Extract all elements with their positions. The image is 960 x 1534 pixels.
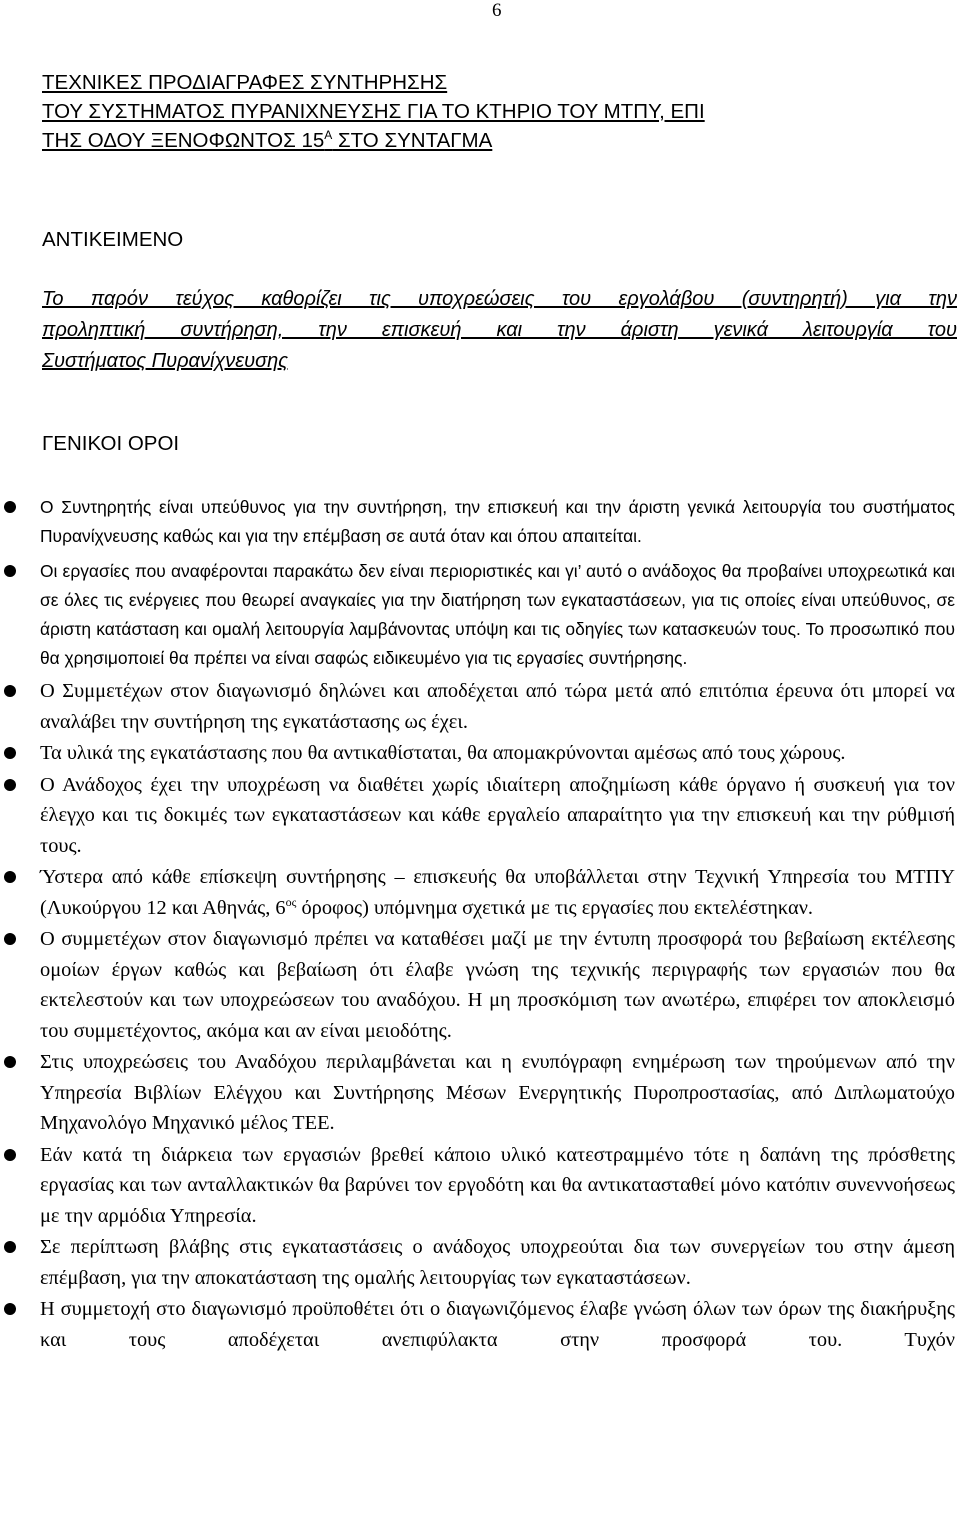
list-item-text: Ο Συμμετέχων στον διαγωνισμό δηλώνει και αποδέχεται από τώρα μετά από επιτόπια έρευνα ότι μπορεί να αναλάβει την συντήρηση της εγκατάστασης ως έχει. xyxy=(40,680,955,733)
title-line-2: ΤΟΥ ΣΥΣΤΗΜΑΤΟΣ ΠΥΡΑΝΙΧΝΕΥΣΗΣ ΓΙΑ ΤΟ ΚΤΗΡΙΟ ΤΟΥ ΜΤΠΥ, ΕΠΙ xyxy=(42,100,705,123)
list-item xyxy=(0,738,955,769)
bullet-icon xyxy=(4,933,16,945)
subject-line-1: Το παρόν τεύχος καθορίζει τις υποχρεώσεις του εργολάβου (συντηρητή) για την xyxy=(42,288,957,310)
bullet-icon xyxy=(4,747,16,759)
bullet-icon xyxy=(4,1241,16,1253)
list-item xyxy=(0,1140,955,1232)
subject-heading: ΑΝΤΙΚΕΙΜΕΝΟ xyxy=(42,228,184,251)
bullet-icon xyxy=(4,1149,16,1161)
bullet-icon xyxy=(4,1056,16,1068)
subject-line-3: Συστήματος Πυρανίχνευσης xyxy=(42,350,288,372)
list-item-text: Τα υλικά της εγκατάστασης που θα αντικαθίσταται, θα απομακρύνονται αμέσως από τους χώρους. xyxy=(40,742,846,764)
title-line-3-end: ΣΤΟ ΣΥΝΤΑΓΜΑ xyxy=(332,129,493,152)
bullet-icon xyxy=(4,685,16,697)
item-text-part: όροφος) υπόμνημα σχετικά με τις εργασίες που εκτελέστηκαν. xyxy=(296,896,814,919)
list-item-text: Οι εργασίες που αναφέρονται παρακάτω δεν είναι περιοριστικές και γι’ αυτό ο ανάδοχος θα προβαίνει υποχρεωτικά και σε όλες τις ενέργειες που θεωρεί αναγκαίες για την διατήρηση των εγκαταστάσεων, για τις οποίες είναι υπεύθυνος, σε άριστη κατάσταση και ομαλή λειτουργία λαμβάνοντας υπόψη και τις οδηγίες των κατασκευών τους. Το προσωπικό που θα χρησιμοποιεί θα πρέπει να είναι σαφώς ειδικευμένο για τις εργασίες συντήρησης. xyxy=(40,561,955,668)
title-line-3 xyxy=(42,126,942,155)
list-item xyxy=(0,862,955,923)
list-item xyxy=(0,676,955,737)
list-item xyxy=(0,557,955,673)
list-item xyxy=(0,1047,955,1139)
item-text-part: Ύστερα από κάθε επίσκεψη συντήρησης – επισκευής θα υποβάλλεται στην Τεχνική Υπηρεσία του ΜΤΠΥ (Λυκούργου 12 και Αθηνάς, 6 xyxy=(40,866,955,919)
ordinal-superscript: ος xyxy=(285,894,297,909)
list-item xyxy=(0,924,955,1046)
bullet-icon xyxy=(4,871,16,883)
list-item-text: Εάν κατά τη διάρκεια των εργασιών βρεθεί κάποιο υλικό κατεστραμμένο τότε η δαπάνη της πρόσθετης εργασίας και των ανταλλακτικών θα βαρύνει τον εργοδότη και θα αντικατασταθεί μόνο κατόπιν συνεννοήσεως με την αρμόδια Υπηρεσία. xyxy=(40,1143,955,1227)
document-title xyxy=(42,68,942,155)
page-number: 6 xyxy=(492,0,502,21)
list-item xyxy=(0,1294,955,1355)
list-item xyxy=(0,493,955,551)
bullet-icon xyxy=(4,779,16,791)
bullet-icon xyxy=(4,501,16,513)
bullet-icon xyxy=(4,565,16,577)
title-superscript: Α xyxy=(324,128,333,143)
list-item-text: Ο Ανάδοχος έχει την υποχρέωση να διαθέτει χωρίς ιδιαίτερη αποζημίωση κάθε όργανο ή συσκευή για τον έλεγχο και τις δοκιμές των εγκαταστάσεων και κάθε εργαλείο απαραίτητο για την επισκευή και την ρύθμισή τους. xyxy=(40,773,955,857)
title-line-1: ΤΕΧΝΙΚΕΣ ΠΡΟΔΙΑΓΡΑΦΕΣ ΣΥΝΤΗΡΗΣΗΣ xyxy=(42,71,448,94)
list-item xyxy=(0,770,955,862)
list-item-text: Ο Συντηρητής είναι υπεύθυνος για την συντήρηση, την επισκευή και την άριστη γενικά λειτουργία του συστήματος Πυρανίχνευσης καθώς και για την επέμβαση σε αυτά όταν και όπου απαιτείται. xyxy=(40,497,955,546)
list-item-text: Η συμμετοχή στο διαγωνισμό προϋποθέτει ότι ο διαγωνιζόμενος έλαβε γνώση όλων των όρων της διακήρυξης και τους αποδέχεται ανεπιφύλακτα στην προσφορά του. Τυχόν xyxy=(40,1298,955,1351)
list-item-text: Σε περίπτωση βλάβης στις εγκαταστάσεις ο ανάδοχος υποχρεούται δια των συνεργείων του στην άμεση επέμβαση, για την αποκατάσταση της ομαλής λειτουργίας των εγκαταστάσεων. xyxy=(40,1236,955,1289)
list-item xyxy=(0,1232,955,1293)
subject-line-2: προληπτική συντήρηση, την επισκευή και την άριστη γενικά λειτουργία του xyxy=(42,319,957,341)
general-terms-heading: ΓΕΝΙΚΟΙ ΟΡΟΙ xyxy=(42,432,180,455)
bullet-icon xyxy=(4,1303,16,1315)
general-terms-list xyxy=(0,493,960,1355)
title-line-3-text: ΤΗΣ ΟΔΟΥ ΞΕΝΟΦΩΝΤΟΣ 15 xyxy=(42,129,325,152)
subject-paragraph xyxy=(42,284,957,377)
list-item-text xyxy=(40,862,955,923)
list-item-text: Ο συμμετέχων στον διαγωνισμό πρέπει να καταθέσει μαζί με την έντυπη προσφορά του βεβαίωση εκτέλεσης ομοίων έργων καθώς και βεβαίωση ότι έλαβε γνώση της τεχνικής περιγραφής των εργασιών που θα εκτελεστούν και των υποχρεώσεων του αναδόχου. Η μη προσκόμιση των ανωτέρω, επιφέρει τον αποκλεισμό του συμμετέχοντος, ακόμα και αν είναι μειοδότης. xyxy=(40,928,955,1042)
list-item-text: Στις υποχρεώσεις του Αναδόχου περιλαμβάνεται και η ενυπόγραφη ενημέρωση των τηρούμενων από την Υπηρεσία Βιβλίων Ελέγχου και Συντήρησης Μέσων Ενεργητικής Πυροπροστασίας, από Διπλωματούχο Μηχανολόγο Μηχανικό μέλος ΤΕΕ. xyxy=(40,1051,955,1134)
